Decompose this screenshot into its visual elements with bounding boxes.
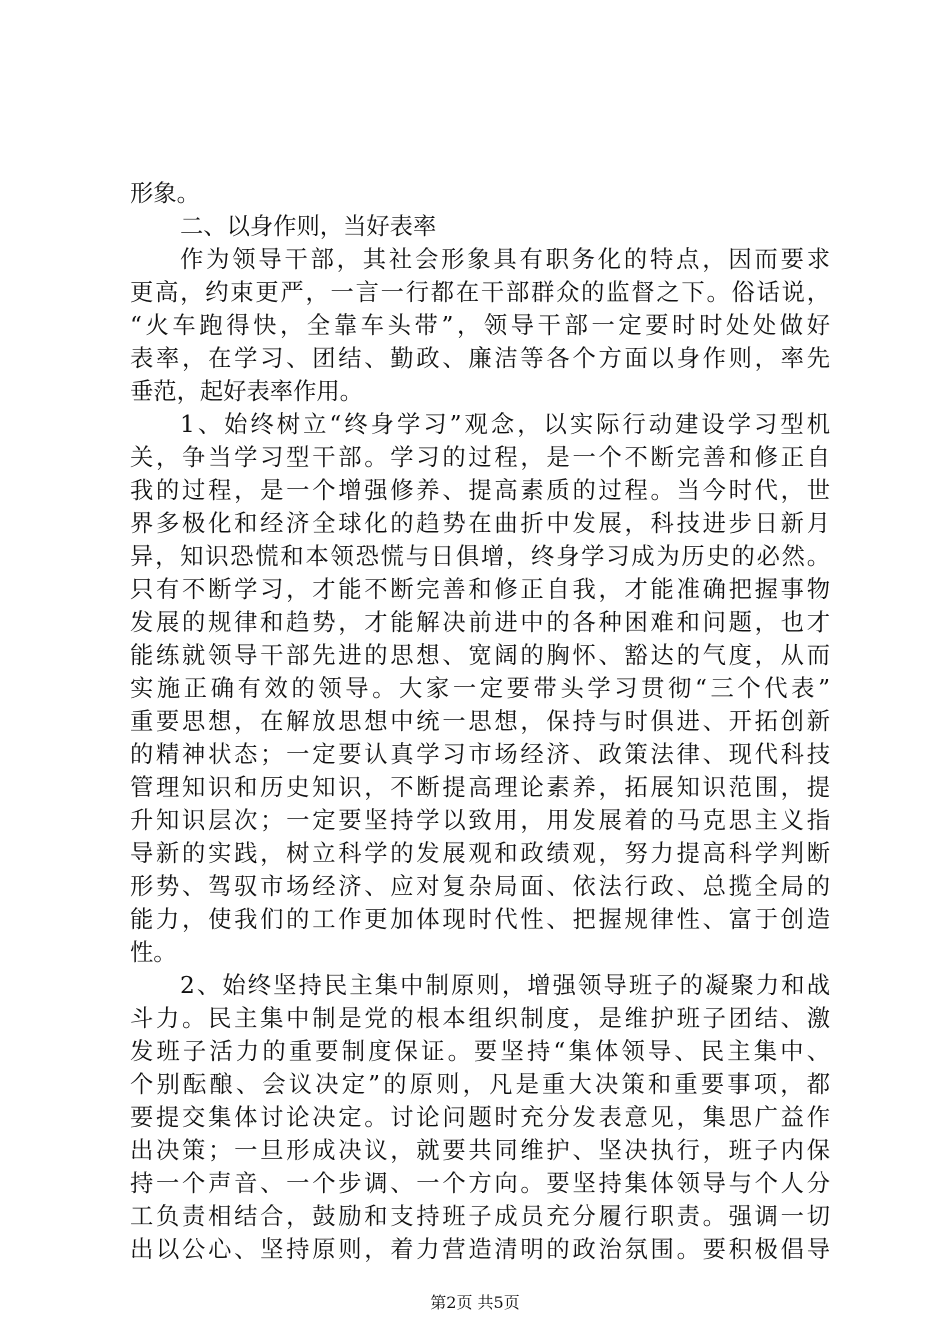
text-line: 异，知识恐慌和本领恐慌与日俱增，终身学习成为历史的必然。 bbox=[130, 543, 830, 570]
text-line: 发展的规律和趋势，才能解决前进中的各种困难和问题，也才 bbox=[130, 609, 830, 636]
text-line: 表率，在学习、团结、勤政、廉洁等各个方面以身作则，率先 bbox=[130, 345, 830, 372]
text-line: 2、始终坚持民主集中制原则，增强领导班子的凝聚力和战 bbox=[180, 972, 830, 999]
text-line: 能练就领导干部先进的思想、宽阔的胸怀、豁达的气度，从而 bbox=[130, 642, 830, 669]
page-footer: 第2页 共5页 bbox=[430, 1293, 520, 1312]
text-line: 斗力。民主集中制是党的根本组织制度，是维护班子团结、激 bbox=[130, 1005, 830, 1032]
text-line: 出以公心、坚持原则，着力营造清明的政治氛围。要积极倡导 bbox=[130, 1236, 830, 1263]
text-line: 个别酝酿、会议决定”的原则，凡是重大决策和重要事项，都 bbox=[130, 1071, 830, 1098]
text-line: 能力，使我们的工作更加体现时代性、把握规律性、富于创造 bbox=[130, 906, 830, 933]
text-line: 持一个声音、一个步调、一个方向。要坚持集体领导与个人分 bbox=[130, 1170, 830, 1197]
text-line: 更高，约束更严，一言一行都在干部群众的监督之下。俗话说， bbox=[130, 279, 830, 306]
text-line: 形象。 bbox=[130, 180, 200, 207]
text-line: 1、始终树立“终身学习”观念，以实际行动建设学习型机 bbox=[180, 411, 830, 438]
text-line: “火车跑得快，全靠车头带”，领导干部一定要时时处处做好 bbox=[130, 312, 830, 339]
text-line: 发班子活力的重要制度保证。要坚持“集体领导、民主集中、 bbox=[130, 1038, 830, 1065]
text-line: 管理知识和历史知识，不断提高理论素养，拓展知识范围，提 bbox=[130, 774, 830, 801]
text-line: 我的过程，是一个增强修养、提高素质的过程。当今时代，世 bbox=[130, 477, 830, 504]
text-line: 关，争当学习型干部。学习的过程，是一个不断完善和修正自 bbox=[130, 444, 830, 471]
text-line: 升知识层次；一定要坚持学以致用，用发展着的马克思主义指 bbox=[130, 807, 830, 834]
text-line: 导新的实践，树立科学的发展观和政绩观，努力提高科学判断 bbox=[130, 840, 830, 867]
text-line: 界多极化和经济全球化的趋势在曲折中发展，科技进步日新月 bbox=[130, 510, 830, 537]
text-line: 的精神状态；一定要认真学习市场经济、政策法律、现代科技 bbox=[130, 741, 830, 768]
text-line: 实施正确有效的领导。大家一定要带头学习贯彻“三个代表” bbox=[130, 675, 830, 702]
section-heading: 二、以身作则，当好表率 bbox=[180, 213, 437, 240]
text-line: 只有不断学习，才能不断完善和修正自我，才能准确把握事物 bbox=[130, 576, 830, 603]
text-line: 形势、驾驭市场经济、应对复杂局面、依法行政、总揽全局的 bbox=[130, 873, 830, 900]
text-line: 垂范，起好表率作用。 bbox=[130, 378, 363, 405]
text-line: 重要思想，在解放思想中统一思想，保持与时俱进、开拓创新 bbox=[130, 708, 830, 735]
text-line: 要提交集体讨论决定。讨论问题时充分发表意见，集思广益作 bbox=[130, 1104, 830, 1131]
text-line: 性。 bbox=[130, 939, 177, 966]
text-line: 出决策；一旦形成决议，就要共同维护、坚决执行，班子内保 bbox=[130, 1137, 830, 1164]
text-line: 作为领导干部，其社会形象具有职务化的特点，因而要求 bbox=[180, 246, 830, 273]
text-line: 工负责相结合，鼓励和支持班子成员充分履行职责。强调一切 bbox=[130, 1203, 830, 1230]
